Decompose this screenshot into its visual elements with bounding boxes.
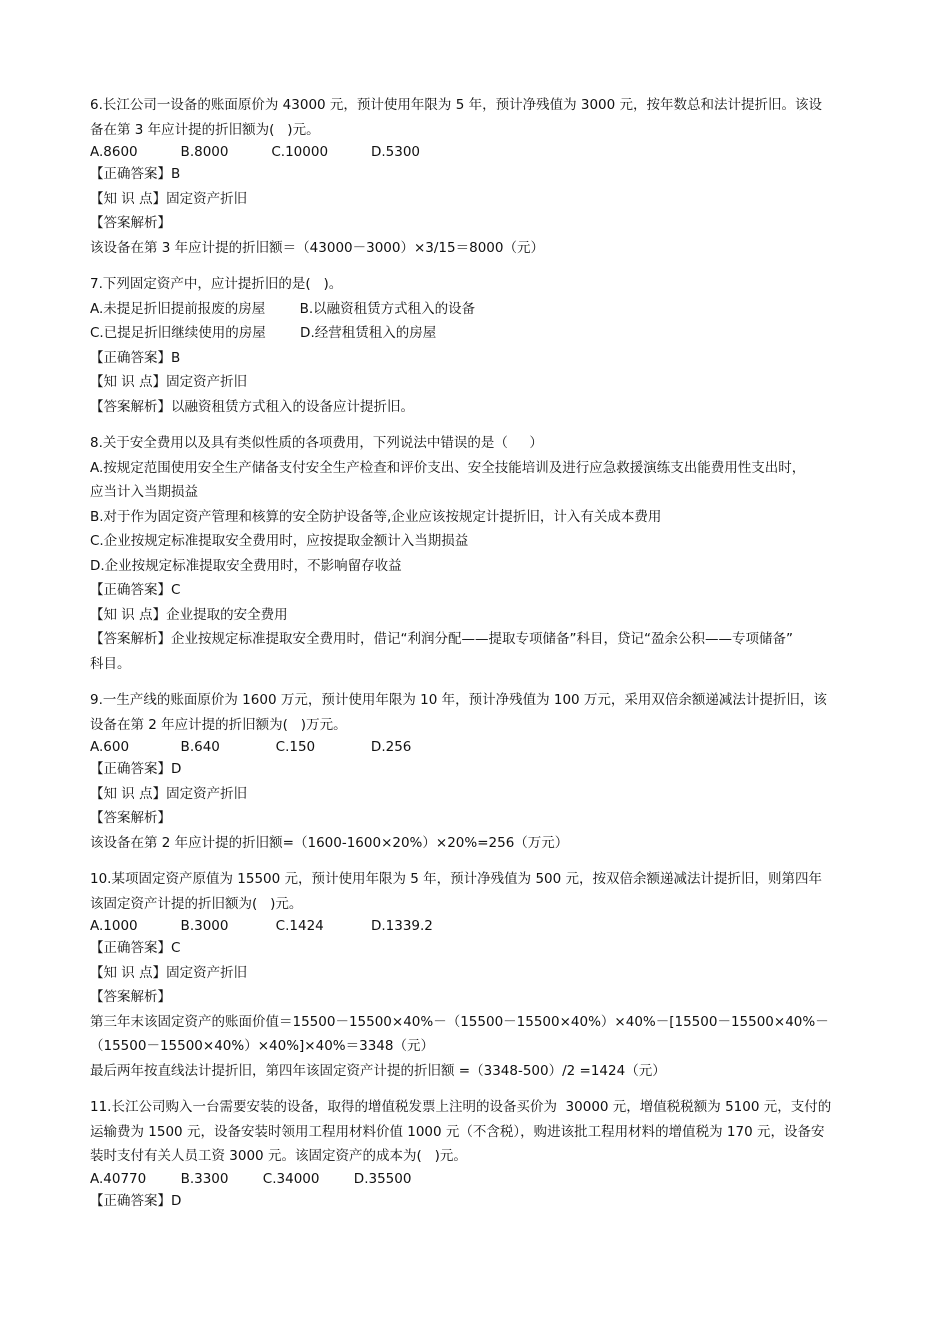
question-stem: 8.关于安全费用以及具有类似性质的各项费用，下列说法中错误的是（ ） [90,435,543,451]
question-10 [90,867,880,1083]
knowledge-point: 【知 识 点】固定资产折旧 [90,190,248,207]
document-page [90,93,880,1213]
answer-options: C.已提足折旧继续使用的房屋 D.经营租赁租入的房屋 [90,325,437,341]
analysis-text: 【答案解析】企业按规定标准提取安全费用时，借记“利润分配——提取专项储备”科目，贷记“盈余公积——专项储备” [90,631,793,647]
answer-options: A.未提足折旧提前报废的房屋 B.以融资租赁方式租入的设备 [90,300,476,317]
knowledge-point: 【知 识 点】固定资产折旧 [90,374,248,390]
question-stem: 运输费为 1500 元，设备安装时领用工程用材料价值 1000 元（不含税），购进该批工程用材料的增值税为 170 元，设备安 [90,1123,825,1140]
question-8 [90,431,880,676]
option-a-continued: 应当计入当期损益 [90,484,198,500]
correct-answer: 【正确答案】D [90,1192,182,1209]
correct-answer: 【正确答案】D [90,761,182,777]
correct-answer: 【正确答案】C [90,582,181,598]
knowledge-point: 【知 识 点】固定资产折旧 [90,785,248,802]
question-stem: 该固定资产计提的折旧额为( )元。 [90,895,303,912]
analysis-text-continued: （15500－15500×40%）×40%]×40%＝3348（元） [90,1038,434,1054]
question-stem: 11.长江公司购入一台需要安装的设备，取得的增值税发票上注明的设备买价为 30000 元，增值税税额为 5100 元，支付的 [90,1099,832,1115]
question-9 [90,688,880,855]
analysis-label: 【答案解析】 [90,215,171,231]
question-stem: 6.长江公司一设备的账面原价为 43000 元，预计使用年限为 5 年，预计净残值为 3000 元，按年数总和法计提折旧。该设 [90,97,823,113]
question-stem: 7.下列固定资产中，应计提折旧的是( )。 [90,276,343,292]
question-stem: 备在第 3 年应计提的折旧额为( )元。 [90,121,320,138]
question-stem: 10.某项固定资产原值为 15500 元，预计使用年限为 5 年，预计净残值为 500 元，按双倍余额递减法计提折旧，则第四年 [90,871,823,887]
question-11 [90,1095,880,1213]
knowledge-point: 【知 识 点】企业提取的安全费用 [90,606,288,623]
option-c: C.企业按规定标准提取安全费用时，应按提取金额计入当期损益 [90,533,469,549]
analysis-text: 【答案解析】以融资租赁方式租入的设备应计提折旧。 [90,398,414,415]
correct-answer: 【正确答案】B [90,166,181,182]
knowledge-point: 【知 识 点】固定资产折旧 [90,964,248,981]
analysis-text: 该设备在第 3 年应计提的折旧额＝（43000－3000）×3/15＝8000（元） [90,239,544,256]
answer-options: A.600 B.640 C.150 D.256 [90,739,412,755]
analysis-text-continued: 最后两年按直线法计提折旧，第四年该固定资产计提的折旧额 =（3348-500）/2 =1424（元） [90,1062,666,1079]
analysis-text: 第三年末该固定资产的账面价值＝15500－15500×40%－（15500－15500×40%）×40%－[15500－15500×40%－ [90,1013,829,1030]
question-6 [90,93,880,260]
correct-answer: 【正确答案】C [90,940,181,956]
correct-answer: 【正确答案】B [90,349,181,366]
question-stem: 设备在第 2 年应计提的折旧额为( )万元。 [90,716,347,733]
analysis-text-continued: 科目。 [90,655,131,672]
question-stem: 9.一生产线的账面原价为 1600 万元，预计使用年限为 10 年，预计净残值为 100 万元，采用双倍余额递减法计提折旧，该 [90,692,827,708]
answer-options: A.1000 B.3000 C.1424 D.1339.2 [90,918,433,934]
answer-options: A.40770 B.3300 C.34000 D.35500 [90,1170,412,1187]
question-7 [90,272,880,419]
answer-options: A.8600 B.8000 C.10000 D.5300 [90,144,420,160]
analysis-label: 【答案解析】 [90,989,171,1005]
analysis-text: 该设备在第 2 年应计提的折旧额=（1600-1600×20%）×20%=256（万元） [90,834,569,851]
question-stem: 装时支付有关人员工资 3000 元。该固定资产的成本为( )元。 [90,1148,467,1164]
option-a: A.按规定范围使用安全生产储备支付安全生产检查和评价支出、安全技能培训及进行应急救援演练支出能费用性支出时， [90,459,806,476]
option-d: D.企业按规定标准提取安全费用时，不影响留存收益 [90,557,402,574]
option-b: B.对于作为固定资产管理和核算的安全防护设备等,企业应该按规定计提折旧，计入有关成本费用 [90,508,662,525]
analysis-label: 【答案解析】 [90,810,171,826]
